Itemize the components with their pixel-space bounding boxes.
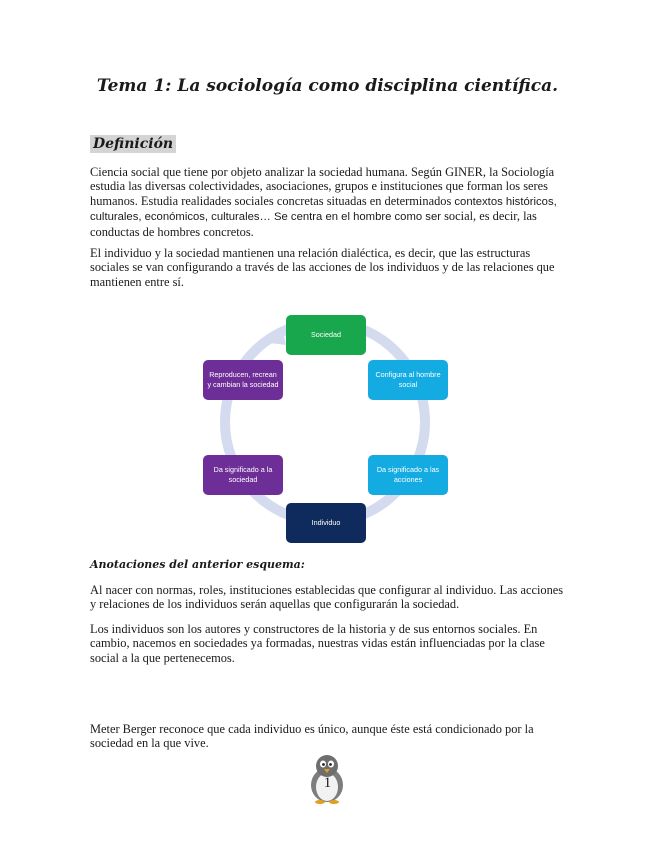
annotation-paragraph-1: Al nacer con normas, roles, instituciones establecidas que configurar al individuo. Las acciones y relaciones de los individuos serán aquellas que configurarán la sociedad. [90, 583, 564, 612]
annotations-heading: Anotaciones del anterior esquema: [90, 558, 305, 571]
node-sociedad: Sociedad [286, 315, 366, 355]
definition-paragraph [90, 165, 570, 239]
definition-text-end: social, es decir, las conductas de hombres concretos. [90, 209, 537, 239]
node-significado-sociedad: Da significado a la sociedad [203, 455, 283, 495]
section-heading-definicion: Definición [90, 135, 176, 153]
definition-text-serif: Ciencia social que tiene por objeto analizar la sociedad humana. Según GINER, la Sociología estudia las diversas colectividades, asociaciones, grupos e instituciones que forman los seres humanos. Estudia realidades sociales concretas situadas en determinados [90, 165, 555, 208]
page-number: 1 [323, 775, 332, 791]
node-significado-acciones: Da significado a las acciones [368, 455, 448, 495]
dialectic-paragraph: El individuo y la sociedad mantienen una relación dialéctica, es decir, que las estructuras sociales se van configurando a través de las acciones de los individuos y de las relaciones que mantienen entre sí. [90, 246, 555, 289]
definition-text-sans: contextos históricos, culturales, económicos, culturales… Se centra en el hombre como ser [90, 195, 557, 224]
node-configura-hombre-social: Configura al hombre social [368, 360, 448, 400]
berger-paragraph: Meter Berger reconoce que cada individuo es único, aunque éste está condicionado por la sociedad en la que vive. [90, 722, 534, 751]
page-title: Tema 1: La sociología como disciplina científica. [96, 76, 559, 96]
annotation-paragraph-2: Los individuos son los autores y constructores de la historia y de sus entornos sociales. En cambio, nacemos en sociedades ya formadas, nuestras vidas están influenciadas por la clase social a la que pertenecemos. [90, 622, 545, 665]
node-individuo: Individuo [286, 503, 366, 543]
node-reproducen-recrean: Reproducen, recrean y cambian la sociedad [203, 360, 283, 400]
cycle-diagram [190, 305, 460, 555]
